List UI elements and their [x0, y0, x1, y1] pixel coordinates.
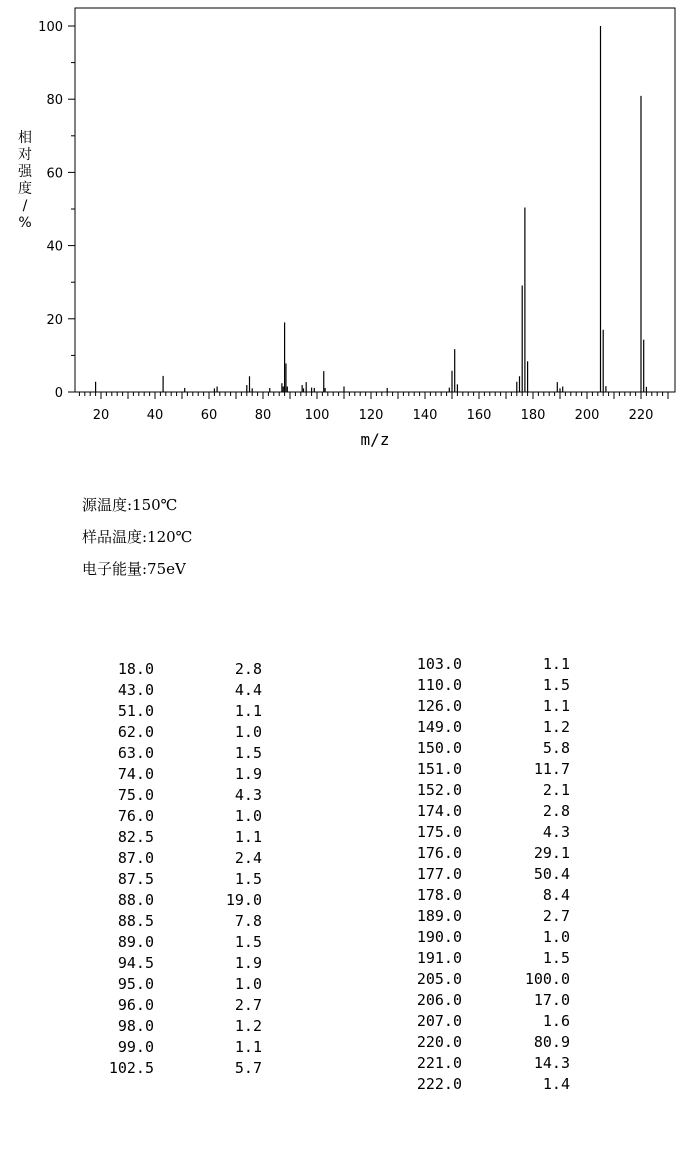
peak-row — [62, 870, 262, 888]
peak-intensity: 4.3 — [542, 823, 570, 841]
peak-mz: 75.0 — [117, 786, 154, 804]
peak-row — [62, 1038, 262, 1056]
peak-intensity: 5.8 — [542, 739, 570, 757]
peak-mz: 62.0 — [117, 723, 154, 741]
peak-row — [62, 744, 262, 762]
peak-row — [62, 828, 262, 846]
x-tick-label: 20 — [92, 408, 110, 423]
peak-row — [62, 975, 262, 993]
peak-intensity: 2.4 — [234, 849, 262, 867]
peak-mz: 221.0 — [416, 1054, 462, 1072]
peak-row — [370, 844, 570, 862]
y-axis-label-char: % — [18, 215, 32, 231]
peak-intensity: 4.4 — [234, 681, 262, 699]
peak-mz: 152.0 — [416, 781, 462, 799]
y-tick-label: 40 — [46, 239, 63, 255]
peak-row — [62, 681, 262, 699]
peak-intensity: 1.1 — [234, 1038, 262, 1056]
peak-row — [370, 739, 570, 757]
peak-mz: 96.0 — [117, 996, 154, 1014]
peak-intensity: 1.0 — [234, 975, 262, 993]
peak-mz: 189.0 — [416, 907, 462, 925]
x-tick-label: 60 — [200, 408, 218, 423]
y-axis-label-char: 对 — [18, 147, 32, 163]
peak-intensity: 1.5 — [234, 933, 262, 951]
peak-intensity: 1.1 — [542, 655, 570, 673]
peak-row — [370, 970, 570, 988]
peak-intensity: 14.3 — [533, 1054, 570, 1072]
peak-row — [62, 702, 262, 720]
peak-row — [370, 1033, 570, 1051]
peak-intensity: 1.5 — [542, 676, 570, 694]
peak-intensity: 2.7 — [542, 907, 570, 925]
peak-intensity: 1.6 — [542, 1012, 570, 1030]
x-tick-label: 220 — [628, 408, 654, 423]
peak-mz: 88.0 — [117, 891, 154, 909]
peak-row — [370, 655, 570, 673]
y-axis-label-char: 相 — [18, 130, 32, 146]
mass-spectrum-chart — [0, 0, 687, 460]
peak-row — [370, 886, 570, 904]
peak-intensity: 1.1 — [234, 702, 262, 720]
plot-frame — [75, 8, 675, 392]
peak-intensity: 1.5 — [542, 949, 570, 967]
x-tick-label: 160 — [466, 408, 492, 423]
peak-intensity: 1.2 — [542, 718, 570, 736]
peak-intensity: 4.3 — [234, 786, 262, 804]
peak-mz: 151.0 — [416, 760, 462, 778]
peak-intensity: 8.4 — [542, 886, 570, 904]
peak-mz: 110.0 — [416, 676, 462, 694]
peak-mz: 176.0 — [416, 844, 462, 862]
peak-row — [62, 933, 262, 951]
peak-mz: 102.5 — [108, 1059, 154, 1077]
peak-row — [370, 823, 570, 841]
peak-mz: 43.0 — [117, 681, 154, 699]
peak-intensity: 1.5 — [234, 744, 262, 762]
peak-mz: 74.0 — [117, 765, 154, 783]
peak-intensity: 100.0 — [524, 970, 570, 988]
peak-row — [62, 1059, 262, 1077]
x-tick-label: 180 — [520, 408, 546, 423]
y-tick-label: 80 — [46, 93, 63, 109]
peak-mz: 89.0 — [117, 933, 154, 951]
peak-row — [370, 802, 570, 820]
peak-row — [62, 807, 262, 825]
y-axis-label — [14, 130, 36, 232]
y-tick-label: 100 — [38, 20, 63, 35]
peak-row — [370, 697, 570, 715]
x-tick-label: 40 — [146, 408, 164, 423]
peak-mz: 82.5 — [117, 828, 154, 846]
peak-row — [62, 849, 262, 867]
peak-row — [370, 907, 570, 925]
y-axis-label-char: 度 — [18, 181, 32, 197]
peak-intensity: 1.0 — [542, 928, 570, 946]
peak-mz: 88.5 — [117, 912, 154, 930]
peak-row — [370, 1075, 570, 1093]
peak-intensity: 2.8 — [234, 660, 262, 678]
x-tick-label: 100 — [304, 408, 330, 423]
peak-row — [62, 996, 262, 1014]
x-tick-label: 80 — [254, 408, 272, 423]
peak-mz: 99.0 — [117, 1038, 154, 1056]
peak-row — [370, 781, 570, 799]
spectrum-bars — [96, 26, 647, 392]
peak-mz: 76.0 — [117, 807, 154, 825]
peak-intensity: 50.4 — [533, 865, 570, 883]
peak-mz: 174.0 — [416, 802, 462, 820]
peak-mz: 207.0 — [416, 1012, 462, 1030]
peak-mz: 18.0 — [117, 660, 154, 678]
x-axis-label: m/z — [360, 430, 390, 449]
y-axis-label-char: / — [22, 198, 28, 214]
peak-row — [62, 891, 262, 909]
peak-mz: 94.5 — [117, 954, 154, 972]
peak-intensity: 17.0 — [533, 991, 570, 1009]
y-axis-label-char: 强 — [18, 164, 32, 180]
peak-row — [62, 660, 262, 678]
peak-intensity: 1.4 — [542, 1075, 570, 1093]
peak-mz: 220.0 — [416, 1033, 462, 1051]
peak-mz: 63.0 — [117, 744, 154, 762]
peak-mz: 191.0 — [416, 949, 462, 967]
peak-intensity: 1.0 — [234, 723, 262, 741]
peak-intensity: 1.9 — [234, 765, 262, 783]
peak-row — [370, 949, 570, 967]
peak-row — [370, 718, 570, 736]
peak-row — [62, 765, 262, 783]
peak-intensity: 29.1 — [533, 844, 570, 862]
peak-mz: 126.0 — [416, 697, 462, 715]
peak-row — [62, 723, 262, 741]
peak-intensity: 2.7 — [234, 996, 262, 1014]
peak-mz: 149.0 — [416, 718, 462, 736]
peak-mz: 87.5 — [117, 870, 154, 888]
peak-row — [370, 865, 570, 883]
peak-row — [370, 991, 570, 1009]
peak-mz: 51.0 — [117, 702, 154, 720]
peak-mz: 175.0 — [416, 823, 462, 841]
peak-mz: 98.0 — [117, 1017, 154, 1035]
y-tick-label: 60 — [46, 166, 63, 182]
peak-intensity: 1.1 — [542, 697, 570, 715]
peak-intensity: 19.0 — [225, 891, 262, 909]
peak-mz: 150.0 — [416, 739, 462, 757]
peak-intensity: 2.1 — [542, 781, 570, 799]
x-tick-label: 140 — [412, 408, 438, 423]
peak-intensity: 7.8 — [234, 912, 262, 930]
condition-line: 样品温度:120℃ — [82, 528, 193, 546]
peak-row — [62, 912, 262, 930]
peak-mz: 222.0 — [416, 1075, 462, 1093]
peak-intensity: 1.0 — [234, 807, 262, 825]
peak-intensity: 80.9 — [533, 1033, 570, 1051]
peak-intensity: 1.1 — [234, 828, 262, 846]
peak-row — [62, 786, 262, 804]
peak-mz: 95.0 — [117, 975, 154, 993]
y-axis-label-text — [14, 130, 36, 232]
peak-intensity: 5.7 — [234, 1059, 262, 1077]
y-tick-label: 0 — [54, 386, 63, 401]
peak-row — [370, 676, 570, 694]
peak-row — [370, 928, 570, 946]
peak-row — [62, 1017, 262, 1035]
peak-intensity: 11.7 — [533, 760, 570, 778]
peak-row — [370, 1054, 570, 1072]
peak-mz: 205.0 — [416, 970, 462, 988]
condition-line: 源温度:150℃ — [82, 496, 178, 514]
peak-intensity: 1.9 — [234, 954, 262, 972]
axis-ticks — [38, 20, 668, 423]
peak-intensity: 1.2 — [234, 1017, 262, 1035]
x-tick-label: 120 — [358, 408, 384, 423]
peak-row — [370, 1012, 570, 1030]
peak-intensity: 1.5 — [234, 870, 262, 888]
peak-mz: 87.0 — [117, 849, 154, 867]
peak-mz: 177.0 — [416, 865, 462, 883]
peak-mz: 190.0 — [416, 928, 462, 946]
condition-line: 电子能量:75eV — [82, 560, 186, 578]
peak-mz: 206.0 — [416, 991, 462, 1009]
peak-row — [370, 760, 570, 778]
x-tick-label: 200 — [574, 408, 600, 423]
peak-mz: 178.0 — [416, 886, 462, 904]
peak-mz: 103.0 — [416, 655, 462, 673]
peak-intensity: 2.8 — [542, 802, 570, 820]
y-tick-label: 20 — [46, 312, 63, 328]
peak-row — [62, 954, 262, 972]
